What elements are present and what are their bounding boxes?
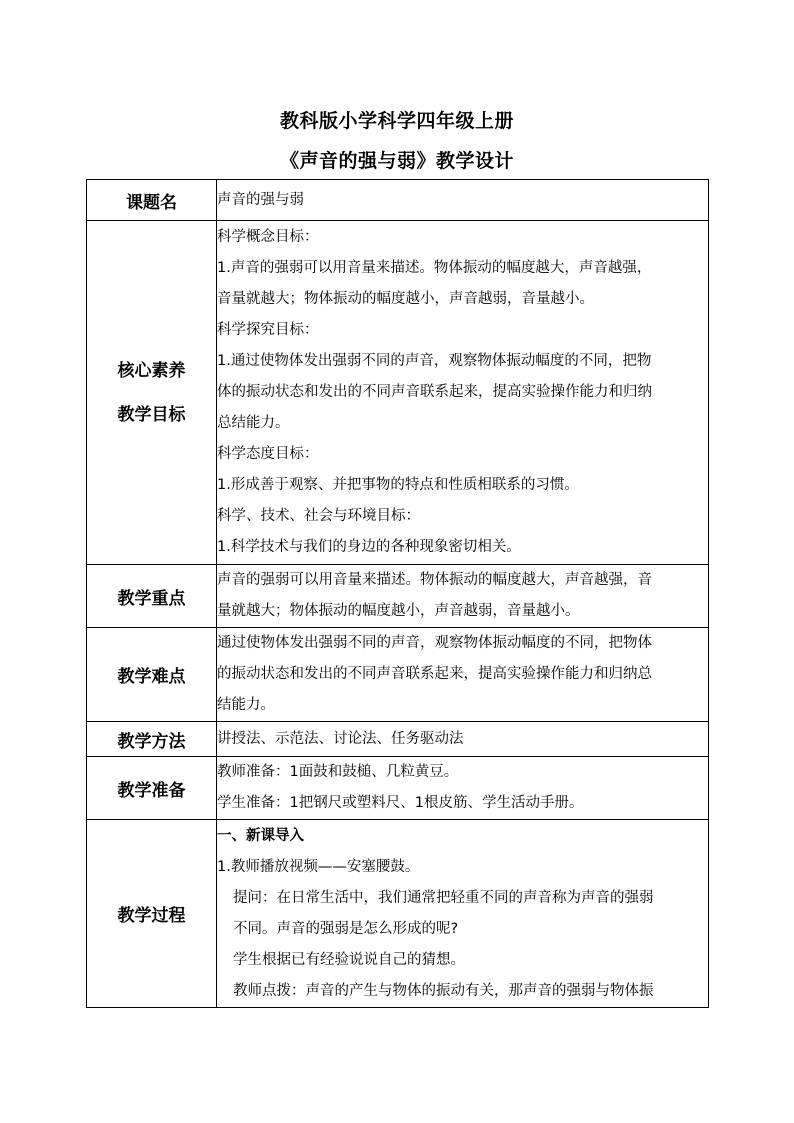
- key-points-content: [217, 565, 709, 628]
- goals-label-line2: 教学目标: [117, 404, 186, 425]
- goals-line: 1.科学技术与我们的身边的各种现象密切相关。: [217, 539, 521, 555]
- table-row-goals: [87, 221, 709, 565]
- goals-line: 科学概念目标：: [217, 229, 319, 245]
- table-row-difficulties: [87, 628, 709, 722]
- table-row-topic: [87, 180, 709, 221]
- goals-line: 科学探究目标：: [217, 322, 319, 338]
- lesson-plan-table: [86, 179, 709, 1008]
- preparation-content: [217, 757, 709, 820]
- key-points-line: 量就越大；物体振动的幅度越小，声音越弱，音量越小。: [217, 603, 580, 619]
- process-line: 1.教师播放视频——安塞腰鼓。: [217, 858, 420, 875]
- process-section-heading: 一、新课导入: [217, 827, 304, 844]
- topic-value: [217, 180, 709, 221]
- difficulties-line: 的振动状态和发出的不同声音联系起来，提高实验操作能力和归纳总: [217, 666, 652, 682]
- difficulties-label: 教学难点: [87, 628, 217, 722]
- goals-line: 1.声音的强弱可以用音量来描述。物体振动的幅度越大，声音越强，: [217, 260, 652, 276]
- difficulties-line: 结能力。: [217, 697, 275, 713]
- topic-label: 课题名: [87, 180, 217, 221]
- goals-line: 科学、技术、社会与环境目标：: [217, 508, 420, 524]
- goals-label-line1: 核心素养: [117, 360, 186, 381]
- process-content: [217, 820, 709, 1008]
- table-row-process: [87, 820, 709, 1008]
- difficulties-line: 通过使物体发出强弱不同的声音，观察物体振动幅度的不同，把物体: [217, 635, 652, 651]
- table-row-preparation: [87, 757, 709, 820]
- methods-label: 教学方法: [87, 722, 217, 757]
- key-points-label: 教学重点: [87, 565, 217, 628]
- preparation-line: 教师准备：1面鼓和鼓槌、几粒黄豆。: [217, 764, 459, 780]
- document-subtitle: 《声音的强与弱》教学设计: [279, 150, 514, 172]
- methods-content: [217, 722, 709, 757]
- process-line: 学生根据已有经验说说自己的猜想。: [233, 951, 465, 968]
- goals-content: [217, 221, 709, 565]
- goals-line: 科学态度目标：: [217, 446, 319, 462]
- process-line: 教师点拨：声音的产生与物体的振动有关，那声音的强弱与物体振: [233, 982, 654, 999]
- topic-text: 声音的强与弱: [217, 191, 304, 208]
- process-line: 不同。声音的强弱是怎么形成的呢?: [233, 920, 459, 937]
- process-line: 提问：在日常生活中，我们通常把轻重不同的声音称为声音的强弱: [233, 889, 654, 906]
- goals-line: 音量就越大；物体振动的幅度越小，声音越弱，音量越小。: [217, 291, 594, 307]
- goals-line: 体的振动状态和发出的不同声音联系起来，提高实验操作能力和归纳: [217, 384, 652, 400]
- preparation-label: 教学准备: [87, 757, 217, 820]
- goals-line: 1.形成善于观察、并把事物的特点和性质相联系的习惯。: [217, 477, 579, 493]
- goals-line: 总结能力。: [217, 415, 290, 431]
- goals-label: [87, 221, 217, 565]
- table-row-methods: [87, 722, 709, 757]
- table-row-key-points: [87, 565, 709, 628]
- process-label: 教学过程: [87, 820, 217, 1008]
- document-title: 教科版小学科学四年级上册: [279, 110, 514, 132]
- methods-text: 讲授法、示范法、讨论法、任务驱动法: [217, 730, 464, 747]
- goals-line: 1.通过使物体发出强弱不同的声音，观察物体振动幅度的不同，把物: [217, 353, 652, 369]
- difficulties-content: [217, 628, 709, 722]
- key-points-line: 声音的强弱可以用音量来描述。物体振动的幅度越大，声音越强，音: [217, 572, 652, 588]
- preparation-line: 学生准备：1把钢尺或塑料尺、1根皮筋、学生活动手册。: [217, 795, 584, 811]
